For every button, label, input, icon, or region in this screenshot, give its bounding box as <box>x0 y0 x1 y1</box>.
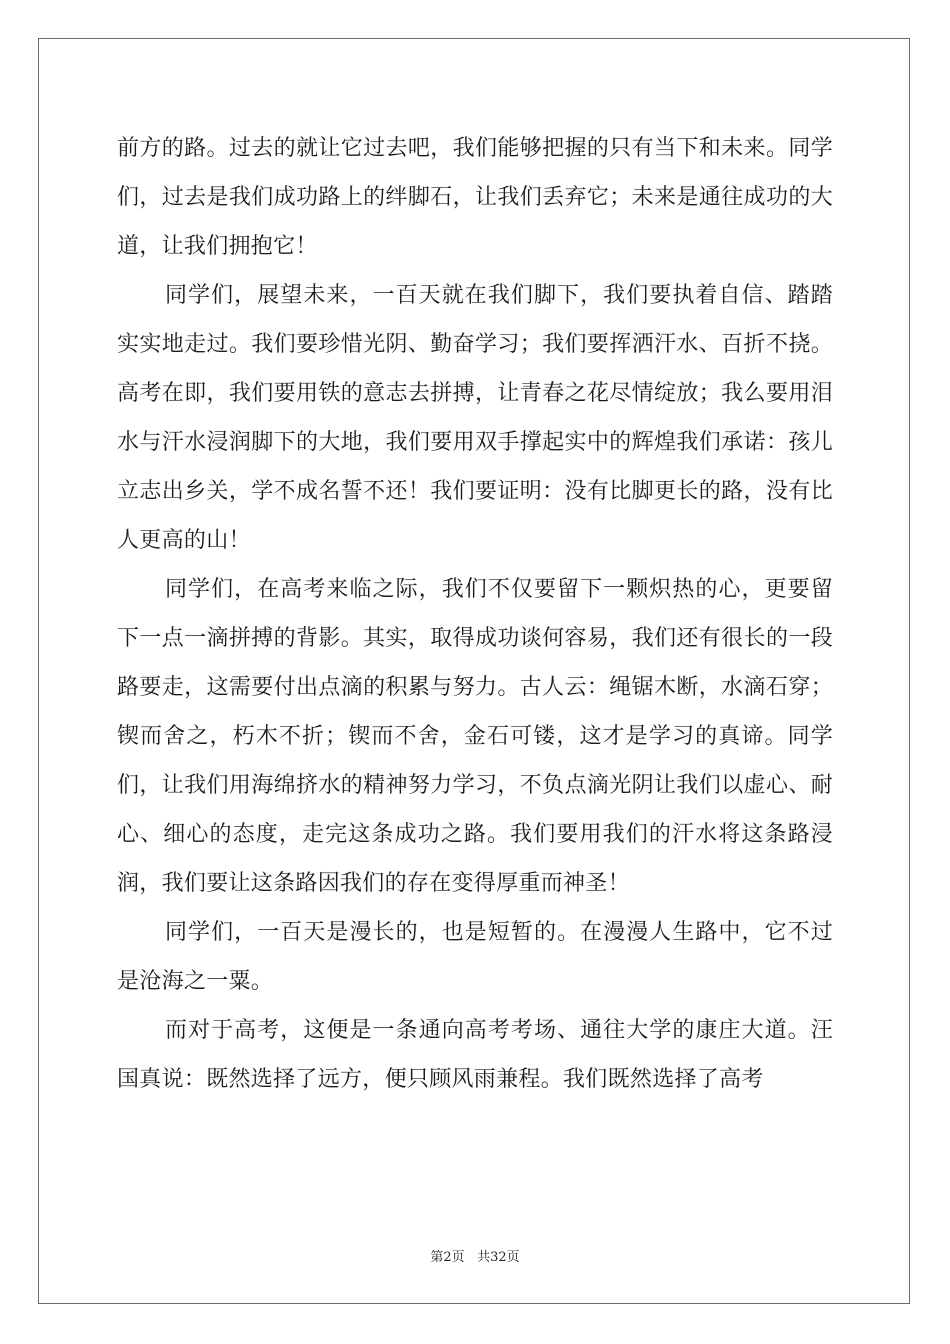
paragraph-1: 前方的路。过去的就让它过去吧，我们能够把握的只有当下和未来。同学们，过去是我们成功路上的绊脚石，让我们丢弃它；未来是通往成功的大道，让我们拥抱它！ <box>117 136 833 259</box>
page-total: 共32页 <box>477 1250 520 1265</box>
paragraph-2: 同学们，展望未来，一百天就在我们脚下，我们要执着自信、踏踏实实地走过。我们要珍惜光阴、勤奋学习；我们要挥洒汗水、百折不挠。高考在即，我们要用铁的意志去拼搏，让青春之花尽情绽放；我么要用泪水与汗水浸润脚下的大地，我们要用双手撑起实中的辉煌我们承诺：孩儿立志出乡关，学不成名誓不还！我们要证明：没有比脚更长的路，没有比人更高的山！ <box>117 283 833 553</box>
page-footer <box>0 1246 950 1265</box>
page-number: 第2页 <box>430 1250 465 1265</box>
paragraph-3: 同学们，在高考来临之际，我们不仅要留下一颗炽热的心，更要留下一点一滴拼搏的背影。其实，取得成功谈何容易，我们还有很长的一段路要走，这需要付出点滴的积累与努力。古人云：绳锯木断，水滴石穿；锲而舍之，朽木不折；锲而不舍，金石可镂，这才是学习的真谛。同学们，让我们用海绵挤水的精神努力学习，不负点滴光阴让我们以虚心、耐心、细心的态度，走完这条成功之路。我们要用我们的汗水将这条路浸润，我们要让这条路因我们的存在变得厚重而神圣！ <box>117 577 833 896</box>
document-body <box>117 124 833 1104</box>
paragraph-4: 同学们，一百天是漫长的，也是短暂的。在漫漫人生路中，它不过是沧海之一粟。 <box>117 920 833 994</box>
paragraph-5: 而对于高考，这便是一条通向高考考场、通往大学的康庄大道。汪国真说：既然选择了远方，便只顾风雨兼程。我们既然选择了高考 <box>117 1018 833 1092</box>
